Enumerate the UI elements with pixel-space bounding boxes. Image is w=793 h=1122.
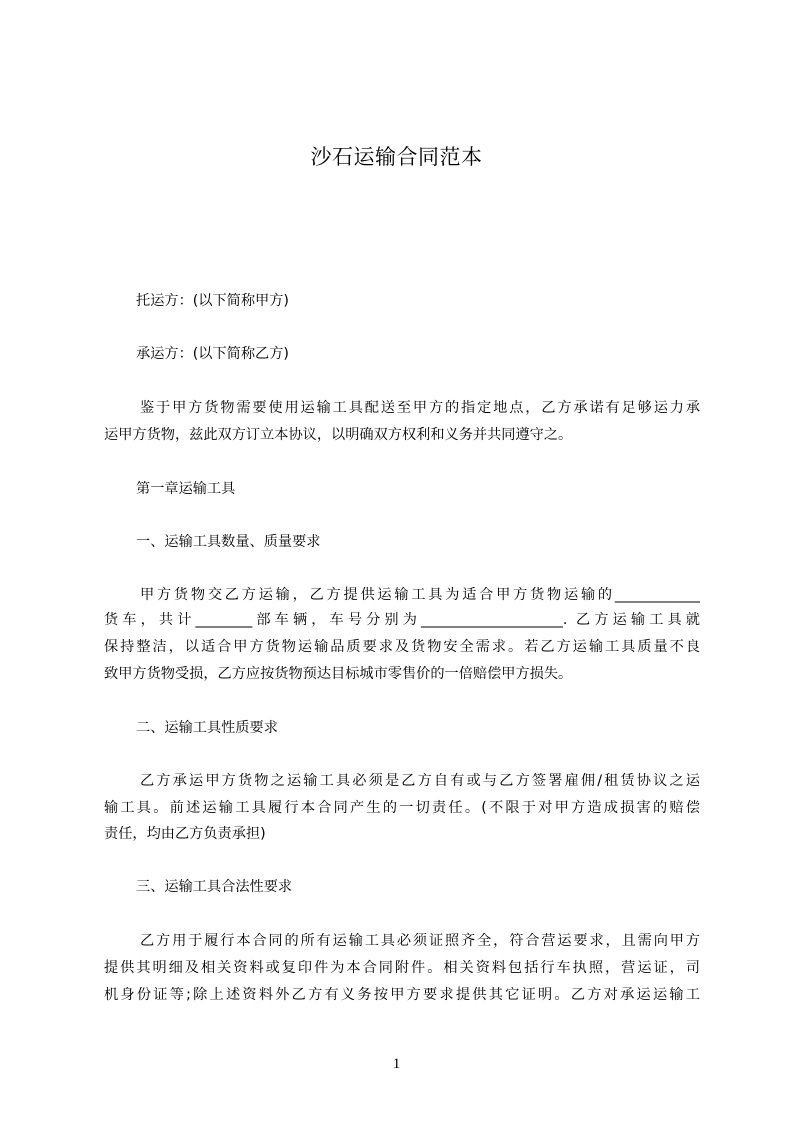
chapter-1-heading: 第一章运输工具: [136, 481, 236, 497]
section-3-text-3: 机身份证等;除上述资料外乙方有义务按甲方要求提供其它证明。乙方对承运运输工: [104, 987, 700, 1003]
preamble-line-2: 运甲方货物，兹此双方订立本协议，以明确双方权利和义务并共同遵守之。: [104, 427, 573, 443]
section-2-line-3: 责任，均由乙方负责承担): [104, 826, 266, 842]
preamble-line-1: [140, 398, 700, 418]
section-3-heading: 三、运输工具合法性要求: [136, 879, 293, 895]
section-1-line-4: 致甲方货物受损，乙方应按货物预达目标城市零售价的一倍赔偿甲方损失。: [104, 666, 573, 682]
section-1-heading: 一、运输工具数量、质量要求: [136, 534, 321, 550]
preamble-text-1: 鉴于甲方货物需要使用运输工具配送至甲方的指定地点，乙方承诺有足够运力承: [140, 400, 700, 416]
section-2-line-2: [104, 798, 700, 818]
section-3-line-2: [104, 958, 700, 978]
section-3-line-1: [140, 931, 700, 951]
section-3-text-1: 乙方用于履行本合同的所有运输工具必须证照齐全，符合营运要求，且需向甲方: [140, 933, 700, 949]
section-1-text-1: 甲方货物交乙方运输，乙方提供运输工具为适合甲方货物运输的____________: [140, 587, 700, 603]
party-b-line: 承运方：(以下简称乙方): [136, 346, 289, 362]
section-2-line-1: [140, 771, 700, 791]
party-a-line: 托运方：(以下简称甲方): [136, 293, 289, 309]
page-title: 沙石运输合同范本: [310, 145, 483, 169]
section-2-text-2: 输工具。前述运输工具履行本合同产生的一切责任。(不限于对甲方造成损害的赔偿: [104, 800, 700, 816]
section-3-line-3: [104, 985, 700, 1005]
section-1-line-3: [104, 637, 700, 657]
page-number: 1: [392, 1056, 401, 1072]
section-1-text-2: 货车，共计________部车辆，车号分别为____________________. 乙方运输工具就: [104, 612, 700, 628]
section-1-line-1: [140, 585, 700, 605]
section-1-line-2: [104, 610, 700, 630]
section-3-text-2: 提供其明细及相关资料或复印件为本合同附件。相关资料包括行车执照，营运证，司: [104, 960, 700, 976]
section-1-text-3: 保持整洁，以适合甲方货物运输品质要求及货物安全需求。若乙方运输工具质量不良: [104, 639, 700, 655]
section-2-heading: 二、运输工具性质要求: [136, 720, 278, 736]
section-2-text-1: 乙方承运甲方货物之运输工具必须是乙方自有或与乙方签署雇佣/租赁协议之运: [140, 773, 700, 789]
